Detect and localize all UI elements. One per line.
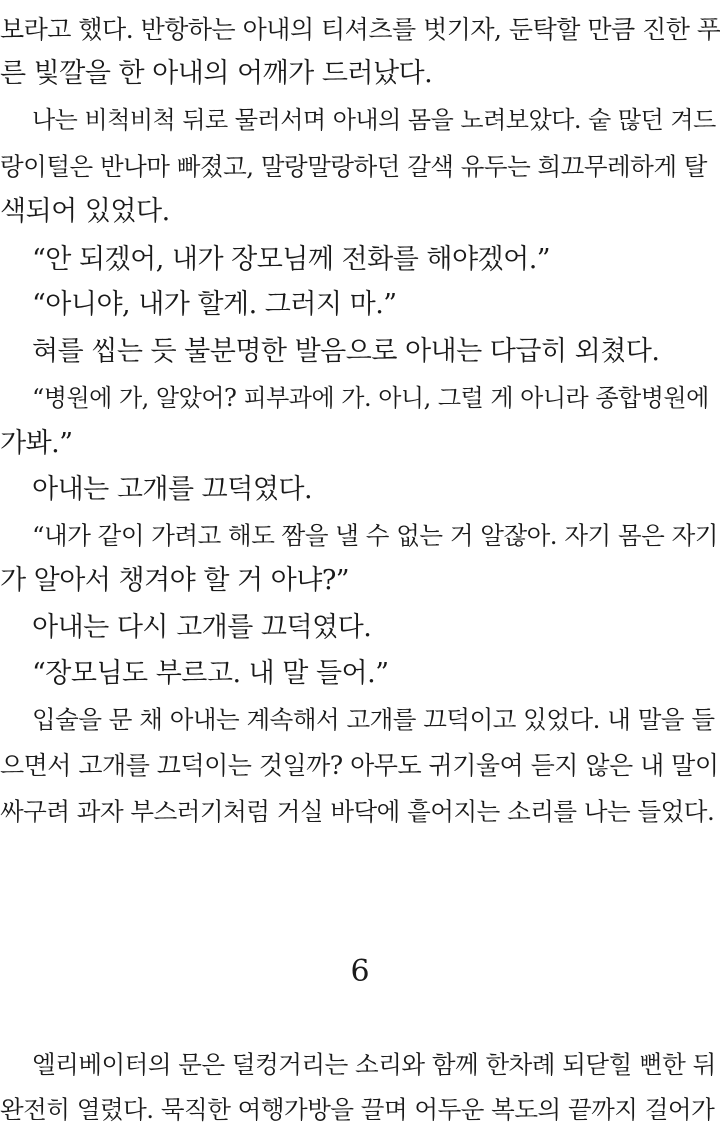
dialogue-line: “아니야, 내가 할게. 그러지 마.” [32,289,397,320]
text-line: 른 빛깔을 한 아내의 어깨가 드러났다. [0,58,433,89]
text-line: 완전히 열렸다. 묵직한 여행가방을 끌며 어두운 복도의 끝까지 걸어가 [0,1095,715,1124]
paragraph-line: 혀를 씹는 듯 불분명한 발음으로 아내는 다급히 외쳤다. [32,336,660,367]
dialogue-line: “내가 같이 가려고 해도 짬을 낼 수 없는 거 알잖아. 자기 몸은 자기 [32,521,718,550]
text-line: 가봐.” [0,428,73,459]
text-line: 색되어 있었다. [0,196,170,227]
paragraph-line: 아내는 고개를 끄덕였다. [32,474,313,505]
dialogue-line: “안 되겠어, 내가 장모님께 전화를 해야겠어.” [32,244,551,275]
text-line: 랑이털은 반나마 빠졌고, 말랑말랑하던 갈색 유두는 희끄무레하게 탈 [0,152,707,181]
paragraph-line: 엘리베이터의 문은 덜컹거리는 소리와 함께 한차례 되닫힐 뻔한 뒤 [32,1050,716,1079]
text-line: 가 알아서 챙겨야 할 거 아냐?” [0,565,350,596]
text-line: 으면서 고개를 끄덕이는 것일까? 아무도 귀기울여 듣지 않은 내 말이 [0,751,719,780]
chapter-number: 6 [350,954,370,989]
dialogue-line: “병원에 가, 알았어? 피부과에 가. 아니, 그럴 게 아니라 종합병원에 [32,384,709,412]
text-line: 보라고 했다. 반항하는 아내의 티셔츠를 벗기자, 둔탁할 만큼 진한 푸 [0,15,720,44]
paragraph-line: 아내는 다시 고개를 끄덕였다. [32,612,372,643]
text-line: 싸구려 과자 부스러기처럼 거실 바닥에 흩어지는 소리를 나는 들었다. [0,797,715,826]
paragraph-line: 입술을 문 채 아내는 계속해서 고개를 끄덕이고 있었다. 내 말을 들 [32,705,715,734]
dialogue-line: “장모님도 부르고. 내 말 들어.” [32,658,389,689]
paragraph-line: 나는 비척비척 뒤로 물러서며 아내의 몸을 노려보았다. 숱 많던 겨드 [32,106,716,134]
